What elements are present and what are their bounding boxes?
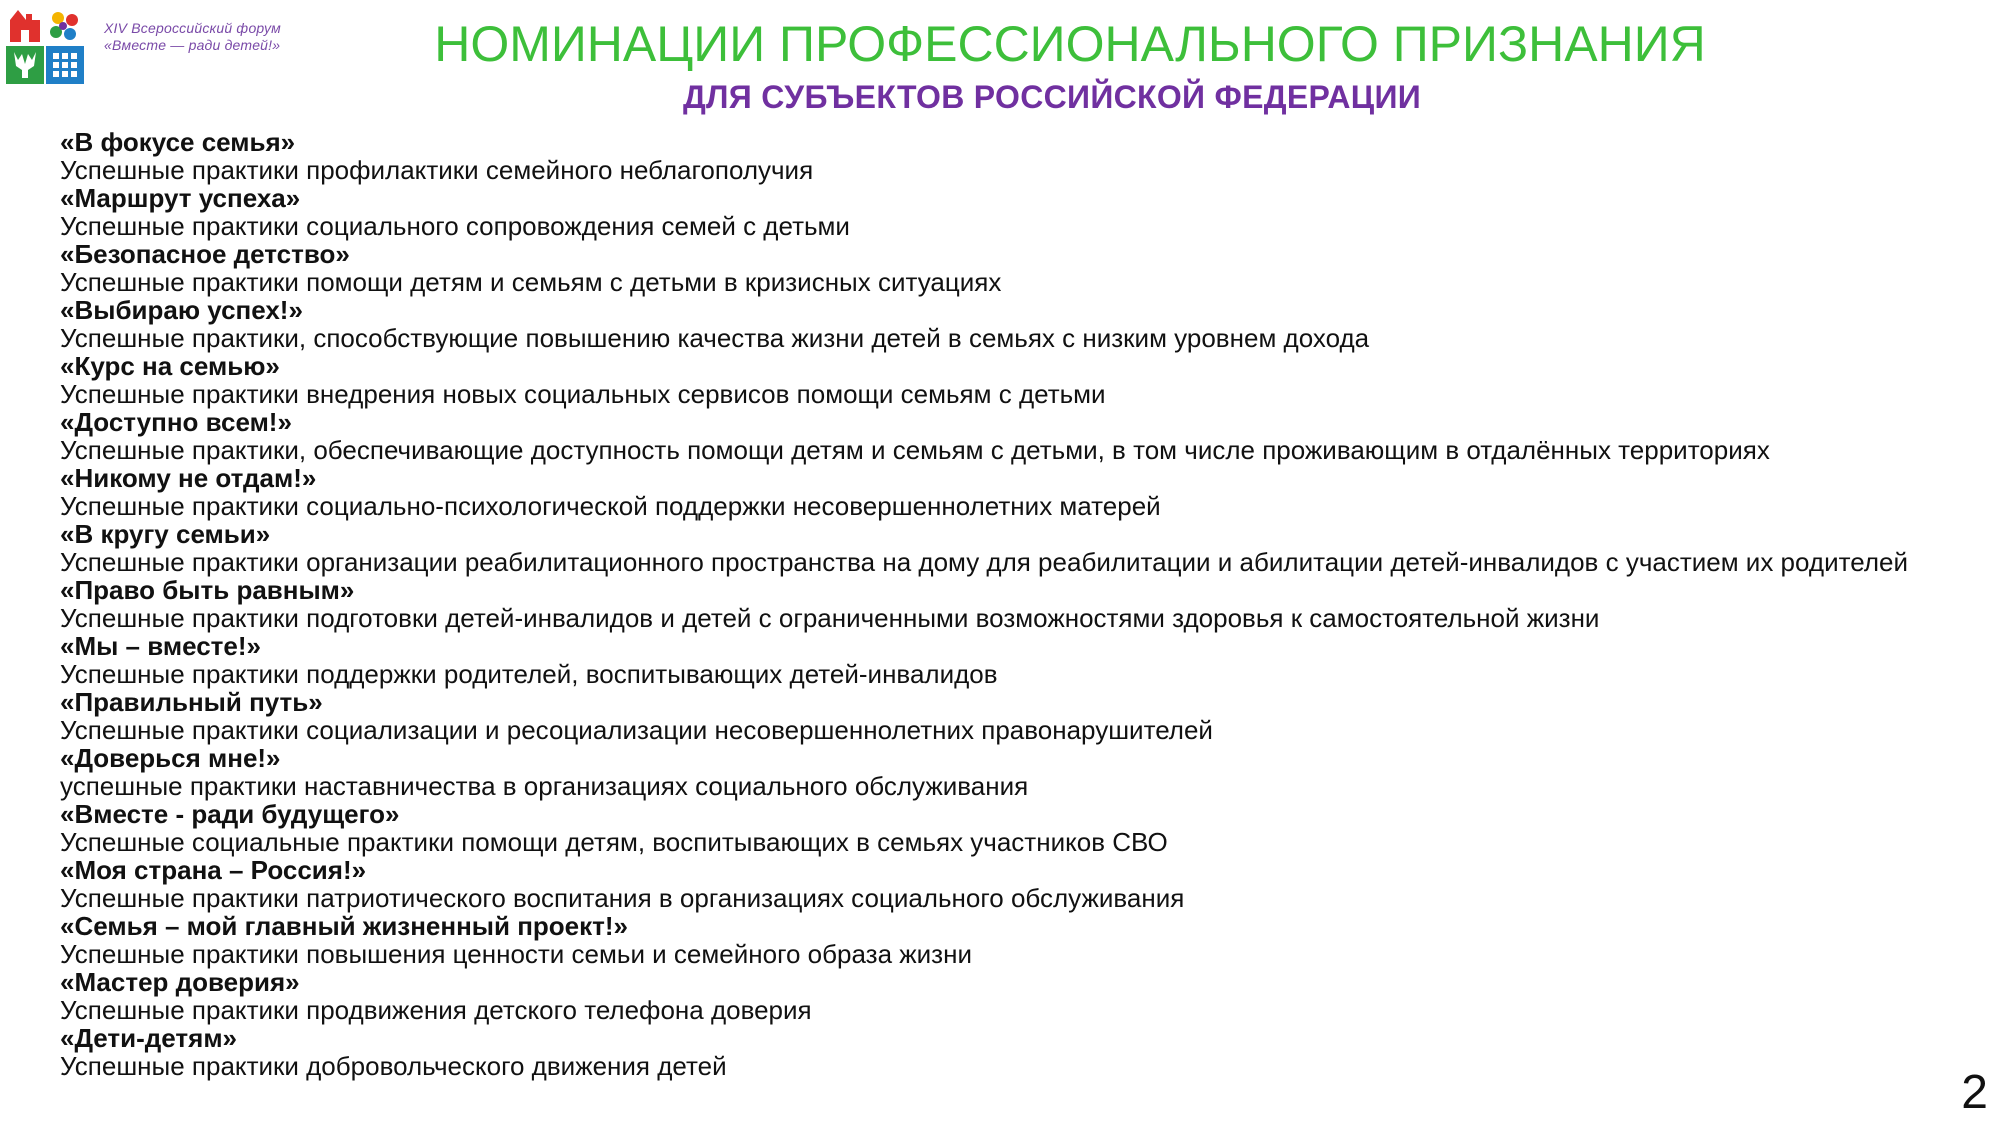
- nomination-name: «Никому не отдам!»: [60, 463, 317, 493]
- nomination-description: Успешные практики внедрения новых социальных сервисов помощи семьям с детьми: [60, 379, 1106, 409]
- page-number: 2: [1961, 1066, 1988, 1119]
- nomination-description: Успешные практики социально-психологической поддержки несовершеннолетних матерей: [60, 491, 1161, 521]
- nomination-description: Успешные практики подготовки детей-инвалидов и детей с ограниченными возможностями здоровья к самостоятельной жизни: [60, 603, 1600, 633]
- nomination-name: «Безопасное детство»: [60, 239, 350, 269]
- nomination-item: [60, 128, 1960, 184]
- nomination-item: [60, 464, 1960, 520]
- nomination-name: «Доступно всем!»: [60, 407, 292, 437]
- nomination-item: [60, 688, 1960, 744]
- nomination-name: «Курс на семью»: [60, 351, 280, 381]
- forum-name-line1: XIV Всероссийский форум: [104, 20, 281, 36]
- nomination-name: «Правильный путь»: [60, 687, 323, 717]
- nomination-item: [60, 800, 1960, 856]
- nomination-name: «Вместе - ради будущего»: [60, 799, 400, 829]
- nomination-description: Успешные практики социального сопровождения семей с детьми: [60, 211, 850, 241]
- nomination-name: «Мастер доверия»: [60, 967, 300, 997]
- nominations-list: [60, 128, 1960, 1080]
- nomination-description: Успешные практики поддержки родителей, воспитывающих детей-инвалидов: [60, 659, 998, 689]
- nomination-item: [60, 296, 1960, 352]
- nomination-name: «Доверься мне!»: [60, 743, 281, 773]
- nomination-name: «В фокусе семья»: [60, 127, 296, 157]
- nomination-description: Успешные практики повышения ценности семьи и семейного образа жизни: [60, 939, 972, 969]
- nomination-name: «Право быть равным»: [60, 575, 355, 605]
- nomination-name: «В кругу семьи»: [60, 519, 271, 549]
- nomination-item: [60, 632, 1960, 688]
- nomination-description: Успешные практики организации реабилитационного пространства на дому для реабилитации и абилитации детей-инвалидов с участием их родителей: [60, 547, 1908, 577]
- nomination-name: «Семья – мой главный жизненный проект!»: [60, 911, 629, 941]
- nomination-description: Успешные практики профилактики семейного неблагополучия: [60, 155, 814, 185]
- nomination-item: [60, 240, 1960, 296]
- nomination-description: Успешные социальные практики помощи детям, воспитывающих в семьях участников СВО: [60, 827, 1168, 857]
- nomination-item: [60, 576, 1960, 632]
- nomination-description: Успешные практики, обеспечивающие доступность помощи детям и семьям с детьми, в том числе проживающим в отдалённых территориях: [60, 435, 1770, 465]
- nomination-name: «Мы – вместе!»: [60, 631, 261, 661]
- nomination-description: Успешные практики, способствующие повышению качества жизни детей в семьях с низким уровнем дохода: [60, 323, 1370, 353]
- nomination-description: Успешные практики продвижения детского телефона доверия: [60, 995, 812, 1025]
- forum-name-line2: «Вместе — ради детей!»: [104, 37, 281, 53]
- nomination-description: Успешные практики социализации и ресоциализации несовершеннолетних правонарушителей: [60, 715, 1213, 745]
- nomination-description: Успешные практики помощи детям и семьям с детьми в кризисных ситуациях: [60, 267, 1002, 297]
- nomination-description: Успешные практики добровольческого движения детей: [60, 1051, 727, 1081]
- nomination-item: [60, 912, 1960, 968]
- nomination-item: [60, 184, 1960, 240]
- nomination-description: успешные практики наставничества в организациях социального обслуживания: [60, 771, 1029, 801]
- nomination-item: [60, 744, 1960, 800]
- nomination-item: [60, 968, 1960, 1024]
- nomination-item: [60, 856, 1960, 912]
- nomination-item: [60, 352, 1960, 408]
- nomination-item: [60, 408, 1960, 464]
- nomination-item: [60, 1024, 1960, 1080]
- nomination-name: «Моя страна – Россия!»: [60, 855, 367, 885]
- page-title: НОМИНАЦИИ ПРОФЕССИОНАЛЬНОГО ПРИЗНАНИЯ: [434, 16, 1706, 72]
- nomination-description: Успешные практики патриотического воспитания в организациях социального обслуживания: [60, 883, 1185, 913]
- nomination-name: «Дети-детям»: [60, 1023, 238, 1053]
- page-subtitle: ДЛЯ СУБЪЕКТОВ РОССИЙСКОЙ ФЕДЕРАЦИИ: [682, 79, 1422, 115]
- nomination-name: «Маршрут успеха»: [60, 183, 301, 213]
- nomination-item: [60, 520, 1960, 576]
- nomination-name: «Выбираю успех!»: [60, 295, 303, 325]
